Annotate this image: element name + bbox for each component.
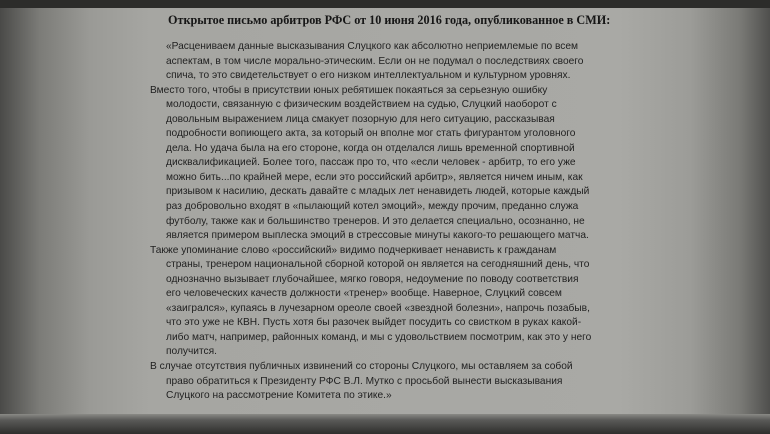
document-body [150, 40, 620, 404]
document-line: получится. [166, 346, 217, 358]
document-line: «заигрался», купаясь в лучезарном ореоле своей «звездной болезни», напрочь позабыв, [166, 302, 590, 314]
document-line: подробности вопиющего акта, за который он вполне мог стать фигурантом уголовного [166, 128, 576, 140]
document-line: Слуцкого на рассмотрение Комитета по этике.» [166, 390, 392, 402]
document-line: Вместо того, чтобы в присутствии юных ребятишек покаяться за серьезную ошибку [150, 84, 548, 96]
document-line: страны, тренером национальной сборной которой он является на сегодняшний день, что [166, 259, 590, 271]
document-line: довольным выражением лица смакует позорную для него ситуацию, рассказывая [166, 113, 555, 125]
screen-bottom-bezel [0, 414, 770, 434]
open-letter-document [150, 12, 620, 410]
document-line: его человеческих качеств должности «тренер» вообще. Наверное, Слуцкий совсем [166, 288, 562, 300]
document-line: что это уже не КВН. Пусть хотя бы разочек выйдет посудить со свистком в руках какой- [166, 317, 582, 329]
document-title: Открытое письмо арбитров РФС от 10 июня 2016 года, опубликованное в СМИ: [168, 13, 611, 27]
document-line: дела. Но удача была на его стороне, когда он отделался лишь временной спортивной [166, 142, 575, 154]
document-line: В случае отсутствия публичных извинений со стороны Слуцкого, мы оставляем за собой [150, 361, 573, 373]
document-line: футболу, также как и большинство тренеров. И это делается специально, осознанно, не [166, 215, 585, 227]
document-line: либо матч, например, районных команд, и мы с удовольствием посмотрим, как это у него [166, 331, 592, 343]
document-line: раз добровольно входят в «пылающий котел эмоций», между прочим, преданно служа [166, 201, 579, 213]
document-line: спича, то это свидетельствует о его низком интеллектуальном и культурном уровнях. [166, 70, 571, 82]
document-line: можно бить...по крайней мере, если это российский арбитр», является ничем иным, как [166, 171, 583, 183]
document-line: Также упоминание слово «российский» видимо подчеркивает ненависть к гражданам [150, 244, 557, 256]
screen-top-bezel [0, 0, 770, 8]
document-line: «Расцениваем данные высказывания Слуцкого как абсолютно неприемлемые по всем [166, 41, 579, 52]
document-line: призывом к насилию, дескать давайте с младых лет ненавидеть людей, которые каждый [166, 186, 590, 198]
document-line: право обратиться к Президенту РФС В.Л. Мутко с просьбой вынести высказывания [166, 375, 563, 387]
document-line: аспектам, в том числе морально-этическим. Если он не подумал о последствиях своего [166, 55, 584, 67]
document-line: однозначно вызывает глубочайшее, мягко говоря, недоумение по поводу соответствия [166, 273, 579, 285]
document-line: дисквалификацией. Более того, пассаж про то, что «если человек - арбитр, то его уже [166, 157, 576, 169]
document-line: молодости, связанную с физическим воздействием на судью, Слуцкий наоборот с [166, 99, 557, 111]
document-line: является примером выплеска эмоций в стрессовые минуты какого-то решающего матча. [166, 230, 589, 242]
